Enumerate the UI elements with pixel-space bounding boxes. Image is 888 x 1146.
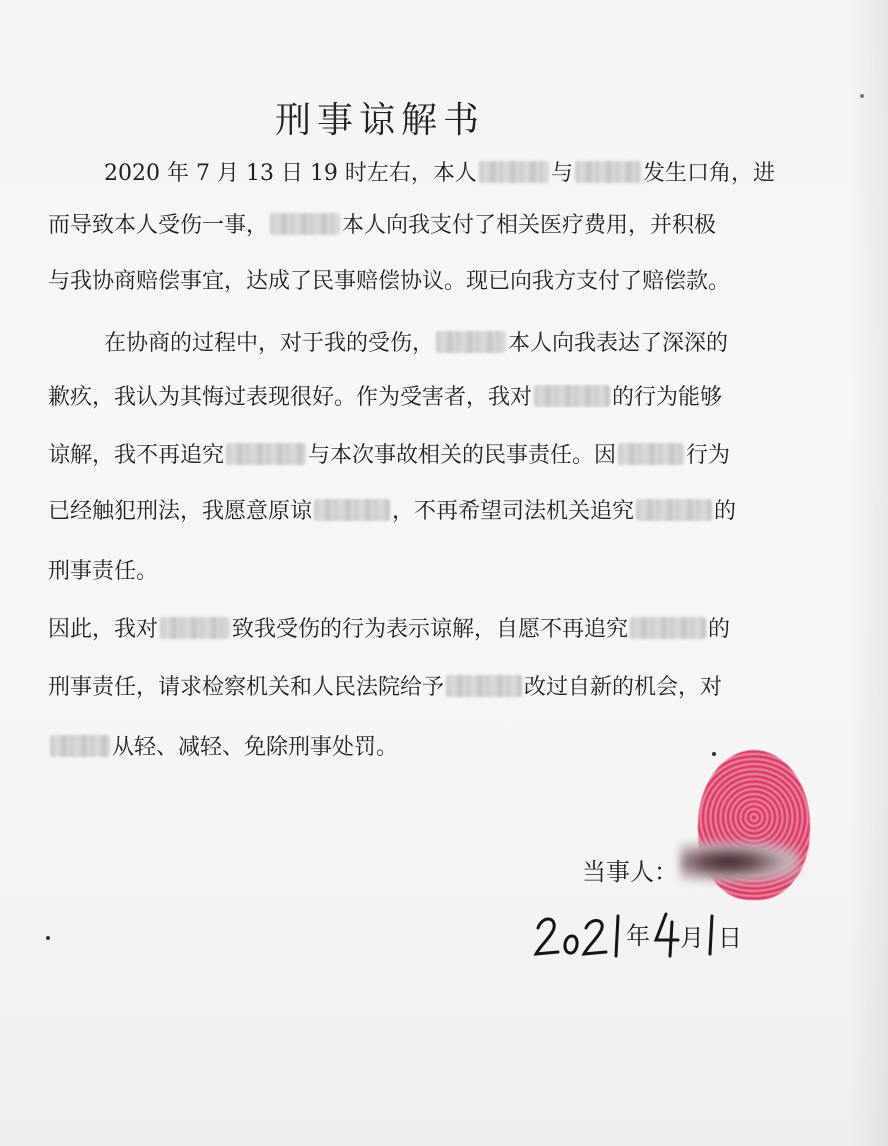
body-text: 行为 xyxy=(686,443,731,468)
document-title: 刑事谅解书 xyxy=(274,100,485,141)
redacted-name xyxy=(534,385,610,407)
body-text: 谅解，我不再追究 xyxy=(48,443,225,468)
body-text: 刑事责任，请求检察机关和人民法院给予 xyxy=(48,675,445,700)
body-text: 歉疚，我认为其悔过表现很好。作为受害者，我对 xyxy=(48,385,533,410)
svg-text:日: 日 xyxy=(718,924,742,952)
redacted-name xyxy=(618,443,684,465)
body-text: 刑事责任。 xyxy=(48,559,159,584)
redacted-name xyxy=(636,499,712,521)
body-text: ，不再希望司法机关追究 xyxy=(392,499,635,524)
handwritten-date xyxy=(532,906,752,962)
body-text: 的 xyxy=(714,499,737,524)
body-text: 的行为能够 xyxy=(612,385,723,410)
body-line xyxy=(48,208,716,239)
body-text: 因此，我对 xyxy=(48,617,159,642)
body-text: 2020 年 7 月 13 日 19 时左右，本人 xyxy=(104,161,477,186)
redacted-name xyxy=(479,161,549,183)
body-line xyxy=(48,494,736,525)
body-text: 而导致本人受伤一事， xyxy=(48,213,269,238)
redacted-name xyxy=(575,161,641,183)
redacted-signature xyxy=(680,842,800,882)
paper-speck xyxy=(46,936,50,940)
body-line xyxy=(48,670,722,701)
svg-text:年: 年 xyxy=(626,922,650,950)
body-text: 的 xyxy=(708,617,731,642)
svg-text:月: 月 xyxy=(680,924,704,952)
body-text: 与 xyxy=(550,161,573,186)
redacted-name xyxy=(50,735,110,757)
body-text: 与我协商赔偿事宜，达成了民事赔偿协议。现已向我方支付了赔偿款。 xyxy=(48,269,731,294)
body-text: 本人向我支付了相关医疗费用，并积极 xyxy=(342,213,717,238)
body-text: 在协商的过程中，对于我的受伤， xyxy=(104,331,435,356)
body-text: 本人向我表达了深深的 xyxy=(508,331,729,356)
body-line xyxy=(48,264,730,295)
paper-speck xyxy=(712,752,716,756)
redacted-name xyxy=(270,213,340,235)
body-line xyxy=(48,612,730,643)
body-line xyxy=(48,438,730,469)
body-text: 改过自新的机会，对 xyxy=(524,675,723,700)
body-text: 发生口角，进 xyxy=(642,161,775,186)
body-line xyxy=(48,730,398,761)
body-line xyxy=(48,554,158,585)
page-shadow xyxy=(848,0,888,1146)
redacted-name xyxy=(436,331,506,353)
body-text: 已经触犯刑法，我愿意原谅 xyxy=(48,499,313,524)
signer-label: 当事人： xyxy=(582,858,678,886)
redacted-name xyxy=(226,443,306,465)
body-line xyxy=(104,326,728,357)
body-text: 致我受伤的行为表示谅解，自愿不再追究 xyxy=(232,617,629,642)
body-line xyxy=(48,380,722,411)
redacted-name xyxy=(160,617,230,639)
paper-speck xyxy=(860,94,864,98)
redacted-name xyxy=(630,617,706,639)
redacted-name xyxy=(446,675,522,697)
body-text: 从轻、减轻、免除刑事处罚。 xyxy=(112,735,399,760)
body-line xyxy=(104,156,775,187)
body-text: 与本次事故相关的民事责任。因 xyxy=(308,443,617,468)
redacted-name xyxy=(314,499,390,521)
